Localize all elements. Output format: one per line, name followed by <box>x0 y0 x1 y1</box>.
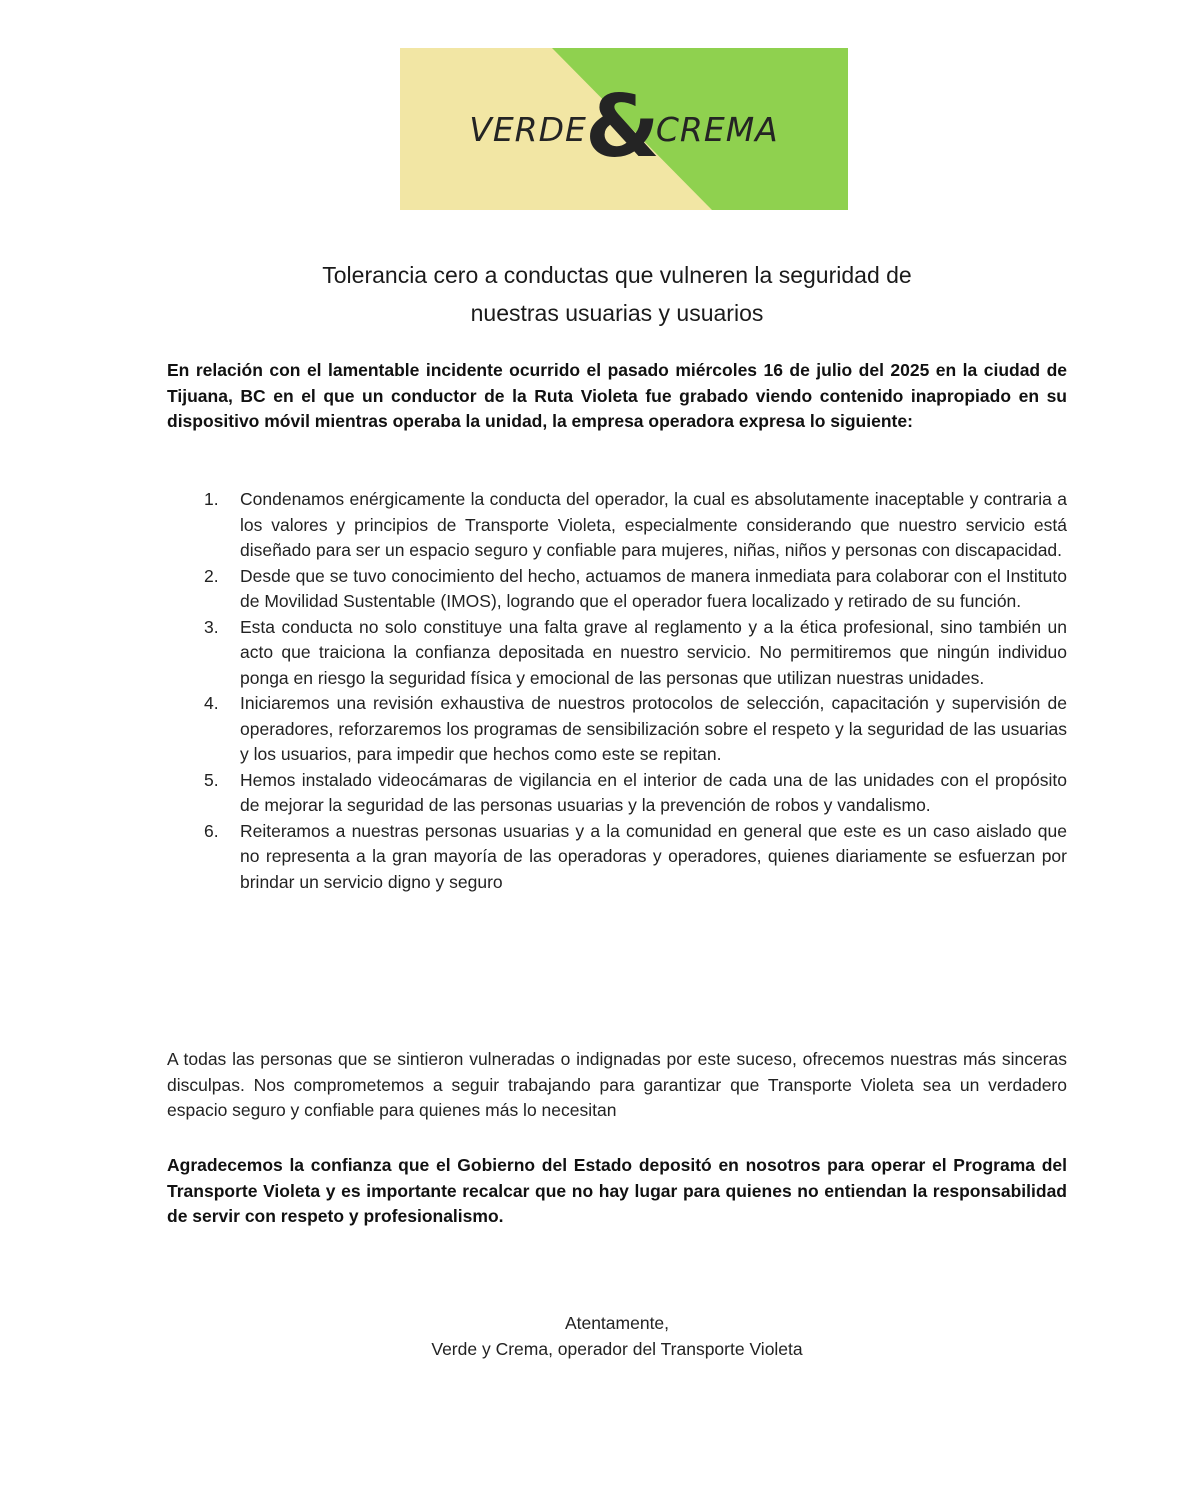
list-item-number: 5. <box>204 769 219 790</box>
logo-word-verde: VERDE <box>469 109 587 149</box>
list-item <box>200 564 1067 615</box>
list-item-text: Esta conducta no solo constituye una falta grave al reglamento y a la ética profesional, sino también un acto que traiciona la confianza depositada en nuestro servicio. No permitiremos que ningún individuo ponga en riesgo la seguridad física y emocional de las personas que utilizan nuestras unidades. <box>240 616 1067 688</box>
list-item-number: 1. <box>204 489 219 509</box>
document-title <box>150 256 1084 332</box>
list-item-text: Iniciaremos una revisión exhaustiva de nuestros protocolos de selección, capacitación y supervisión de operadores, reforzaremos los programas de sensibilización sobre el respeto y la seguridad de las usuarias y los usuarios, para impedir que hechos como este se repitan. <box>240 693 1067 764</box>
list-item <box>200 487 1067 564</box>
thanks-paragraph: Agradecemos la confianza que el Gobierno del Estado depositó en nosotros para operar el Programa del Transporte Violeta y es importante recalcar que no hay lugar para quienes no entiendan la responsabilidad de servir con respeto y profesionalismo. <box>167 1155 1067 1226</box>
logo-word-crema: CREMA <box>655 109 779 149</box>
list-item <box>200 768 1067 819</box>
title-line-2: nuestras usuarias y usuarios <box>470 300 764 326</box>
list-item <box>200 615 1067 692</box>
list-item-text: Hemos instalado videocámaras de vigilancia en el interior de cada una de las unidades con el propósito de mejorar la seguridad de las personas usuarias y la prevención de robos y vandalismo. <box>240 769 1067 815</box>
apology-paragraph: A todas las personas que se sintieron vulneradas o indignadas por este suceso, ofrecemos nuestras más sinceras disculpas. Nos comprometemos a seguir trabajando para garantizar que Transporte Violeta sea un verdadero espacio seguro y confiable para quienes más lo necesitan <box>167 1049 1067 1120</box>
signature-salutation: Atentamente, <box>564 1313 670 1333</box>
title-line-1: Tolerancia cero a conductas que vulneren la seguridad de <box>322 262 912 288</box>
list-item-text: Desde que se tuvo conocimiento del hecho, actuamos de manera inmediata para colaborar con el Instituto de Movilidad Sustentable (IMOS), logrando que el operador fuera localizado y retirado de su función. <box>240 565 1067 611</box>
list-item-number: 6. <box>204 820 219 841</box>
intro-paragraph: En relación con el lamentable incidente ocurrido el pasado miércoles 16 de julio del 2025 en la ciudad de Tijuana, BC en el que un conductor de la Ruta Violeta fue grabado viendo contenido inapropiado en su dispositivo móvil mientras operaba la unidad, la empresa operadora expresa lo siguiente: <box>167 360 1067 431</box>
list-item-text: Reiteramos a nuestras personas usuarias y a la comunidad en general que este es un caso aislado que no representa a la gran mayoría de las operadoras y operadores, quienes diariamente se esfuerzan por brindar un servicio digno y seguro <box>240 820 1067 892</box>
list-item-number: 2. <box>204 565 219 586</box>
list-item <box>200 691 1067 768</box>
list-item-text: Condenamos enérgicamente la conducta del operador, la cual es absolutamente inaceptable y contraria a los valores y principios de Transporte Violeta, especialmente considerando que nuestro servicio está diseñado para ser un espacio seguro y confiable para mujeres, niñas, niños y personas con discapacidad. <box>240 489 1067 560</box>
list-item <box>200 819 1067 896</box>
signature-name: Verde y Crema, operador del Transporte Violeta <box>431 1339 803 1359</box>
verde-y-crema-logo <box>400 48 848 210</box>
list-item-number: 4. <box>204 693 219 713</box>
logo-ampersand: & <box>584 77 660 177</box>
statement-list <box>200 487 1067 895</box>
logo-wordmark <box>400 48 848 210</box>
signature-block <box>300 1310 934 1362</box>
list-item-number: 3. <box>204 616 219 637</box>
